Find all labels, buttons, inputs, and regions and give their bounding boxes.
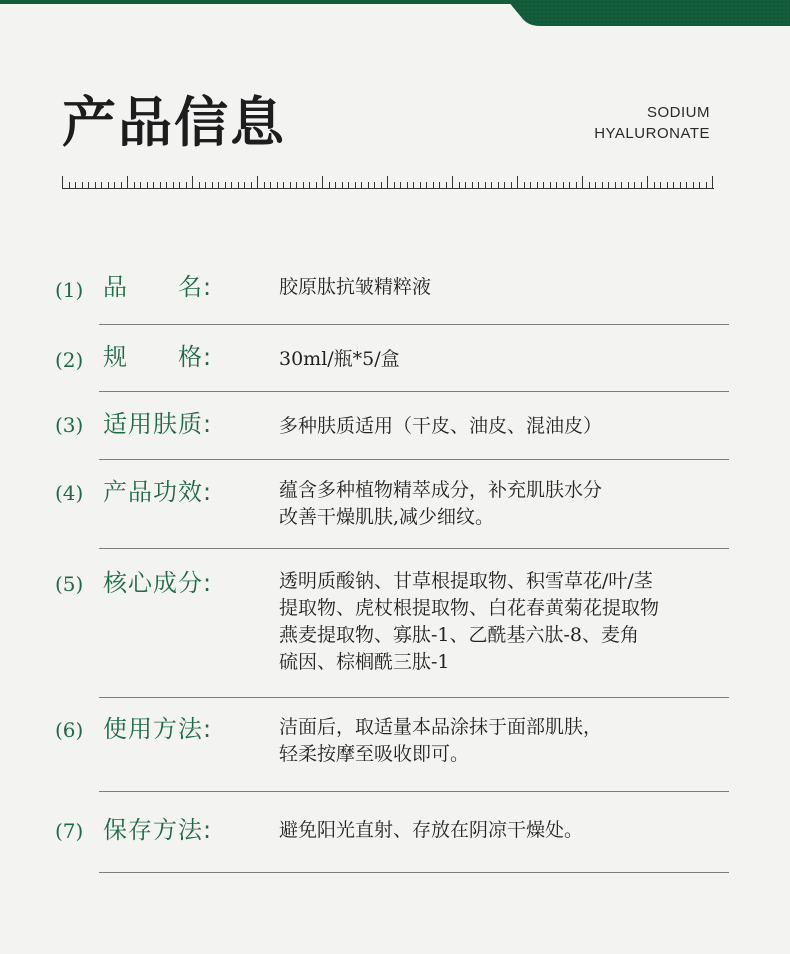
row-number: (2): [55, 348, 84, 372]
label-efficacy: [103, 477, 225, 507]
label-text: 产品功效:: [103, 478, 213, 506]
row-number: (1): [55, 278, 84, 302]
label-specification: [103, 342, 225, 372]
row-number: (3): [55, 413, 84, 437]
label-text: 使用方法:: [103, 715, 213, 743]
value-line: 轻柔按摩至吸收即可。: [279, 743, 470, 765]
row-number: (6): [55, 718, 84, 742]
ruler-decoration: [62, 172, 714, 190]
value-line: 提取物、虎杖根提取物、白花春黄菊花提取物: [279, 597, 660, 619]
label-usage: [103, 714, 225, 744]
label-text: 核心成分:: [103, 569, 213, 597]
product-english-name: [594, 102, 710, 144]
divider: [99, 872, 729, 873]
value-line: 改善干燥肌肤,减少细纹。: [279, 506, 495, 528]
value-skin-type: [279, 413, 729, 440]
value-line: 燕麦提取物、寡肽-1、乙酰基六肽-8、麦角: [279, 624, 640, 646]
label-key-ingredients: [103, 568, 225, 598]
value-line: 蕴含多种植物精萃成分，补充肌肤水分: [279, 479, 603, 501]
row-number: (7): [55, 819, 84, 843]
value-specification: [279, 346, 729, 373]
label-product-name: [103, 272, 225, 302]
top-banner: [0, 0, 790, 26]
value-line: 硫因、棕榈酰三肽-1: [279, 651, 450, 673]
label-text: 保存方法:: [103, 816, 213, 844]
divider: [99, 548, 729, 549]
value-line: 多种肤质适用（干皮、油皮、混油皮）: [279, 415, 603, 437]
label-text: 规 格:: [103, 343, 213, 371]
divider: [99, 391, 729, 392]
value-line: 30ml/瓶*5/盒: [279, 348, 400, 370]
page-title: 产品信息: [62, 91, 286, 154]
value-efficacy: [279, 477, 729, 531]
value-line: 胶原肽抗皱精粹液: [279, 276, 432, 298]
row-number: (5): [55, 572, 84, 596]
value-line: 避免阳光直射、存放在阴凉干燥处。: [279, 819, 584, 841]
english-name-line-1: SODIUM: [647, 104, 710, 121]
divider: [99, 791, 729, 792]
value-product-name: [279, 274, 729, 301]
value-usage: [279, 714, 729, 768]
divider: [99, 459, 729, 460]
divider: [99, 697, 729, 698]
label-storage: [103, 815, 225, 845]
value-line: 透明质酸钠、甘草根提取物、积雪草花/叶/茎: [279, 570, 653, 592]
row-number: (4): [55, 481, 84, 505]
label-skin-type: [103, 409, 225, 439]
label-text: 适用肤质:: [103, 410, 213, 438]
value-key-ingredients: [279, 568, 729, 676]
label-text: 品 名:: [103, 273, 213, 301]
value-storage: [279, 817, 729, 844]
english-name-line-2: HYALURONATE: [594, 125, 710, 142]
divider: [99, 324, 729, 325]
value-line: 洁面后，取适量本品涂抹于面部肌肤，: [279, 716, 603, 738]
